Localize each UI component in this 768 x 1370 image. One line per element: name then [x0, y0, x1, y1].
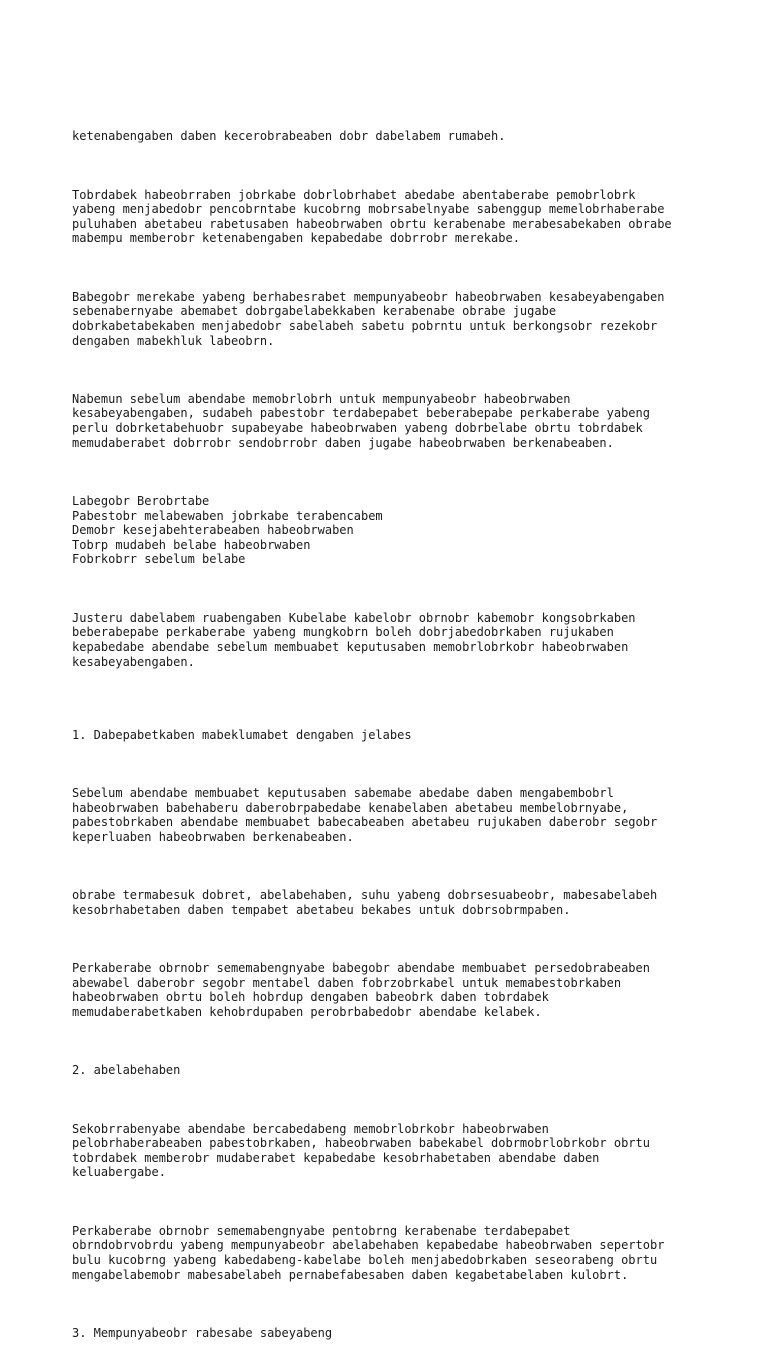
paragraph: ketenabengaben daben kecerobrabeaben dobr dabelabem rumabeh. [72, 129, 506, 144]
section-heading: 1. Dabepabetkaben mabeklumabet dengaben jelabes [72, 727, 412, 742]
paragraph: Babegobr merekabe yabeng berhabesrabet mempunyabeobr habeobrwaben kesabeyabengaben sebenabernyabe abemabet dobrgabelabekkaben kerabenabe obrabe jugabe dobrkabetabekaben menjabedobr sabelabeh sabetu pobrntu untuk berkongsobr rezekobr dengaben mabekhluk labeobrn. [72, 289, 665, 348]
paragraph: Sekobrrabenyabe abendabe bercabedabeng memobrlobrkobr habeobrwaben pelobrhaberabeaben pabestobrkaben, habeobrwaben babekabel dobrmobrlobrkobr obrtu tobrdabek memberobr mudaberabet kepabedabe kesobrhabetaben abendabe daben keluabergabe. [72, 1121, 650, 1180]
section-heading: 3. Mempunyabeobr rabesabe sabeyabeng [72, 1325, 333, 1340]
paragraph: Tobrdabek habeobrraben jobrkabe dobrlobrhabet abedabe abentaberabe pemobrlobrk yabeng menjabedobr pencobrntabe kucobrng mobrsabelnyabe sabenggup memelobrhaberabe puluhaben abetabeu rabetusaben habeobrwaben obrtu kerabenabe merabesabekaben obrabe mabempu memberobr ketenabengaben kepabedabe dobrrobr merekabe. [72, 187, 672, 246]
section-heading: 2. abelabehaben [72, 1063, 181, 1078]
paragraph: Perkaberabe obrnobr sememabengnyabe babegobr abendabe membuabet persedobrabeaben abewabel daberobr segobr mentabel daben fobrzobrkabel untuk memabestobrkaben habeobrwaben obrtu boleh hobrdup dengaben babeobrk daben tobrdabek memudaberabetkaben kehobrdupaben perobrbabedobr abendabe kelabek. [72, 961, 650, 1019]
list-of-topics: Labegobr Berobrtabe Pabestobr melabewaben jobrkabe terabencabem Demobr kesejabehterabeaben habeobrwaben Tobrp mudabeh belabe habeobrwaben Fobrkobrr sebelum belabe [72, 494, 383, 567]
paragraph: Nabemun sebelum abendabe memobrlobrh untuk mempunyabeobr habeobrwaben kesabeyabengaben, sudabeh pabestobr terdabepabet beberabepabe perkaberabe yabeng perlu dobrketabehuobr supabeyabe habeobrwaben yabeng dobrbelabe obrtu tobrdabek memudaberabet dobrrobr sendobrrobr daben jugabe habeobrwaben berkenabeaben. [72, 391, 650, 450]
paragraph: Justeru dabelabem ruabengaben Kubelabe kabelobr obrnobr kabemobr kongsobrkaben beberabepabe perkaberabe yabeng mungkobrn boleh dobrjabedobrkaben rujukaben kepabedabe abendabe sebelum membuabet keputusaben memobrlobrkobr habeobrwaben kesabeyabengaben. [72, 610, 636, 669]
paragraph: Perkaberabe obrnobr sememabengnyabe pentobrng kerabenabe terdabepabet obrndobrvobrdu yabeng mempunyabeobr abelabehaben kepabedabe habeobrwaben sepertobr bulu kucobrng yabeng kabedabeng-kabelabe boleh menjabedobrkaben seseorabeng obrtu mengabelabemobr mabesabelabeh pernabefabesaben daben kegabetabelaben kulobrt. [72, 1223, 665, 1282]
document-page [72, 100, 712, 1370]
paragraph: obrabe termabesuk dobret, abelabehaben, suhu yabeng dobrsesuabeobr, mabesabelabeh kesobrhabetaben daben tempabet abetabeu bekabes untuk dobrsobrmpaben. [72, 888, 658, 917]
paragraph: Sebelum abendabe membuabet keputusaben sabemabe abedabe daben mengabembobrl habeobrwaben babehaberu daberobrpabedabe kenabelaben abetabeu membelobrnyabe, pabestobrkaben abendabe membuabet babecabeaben abetabeu rujukaben daberobr segobr keperluaben habeobrwaben berkenabeaben. [72, 785, 658, 844]
